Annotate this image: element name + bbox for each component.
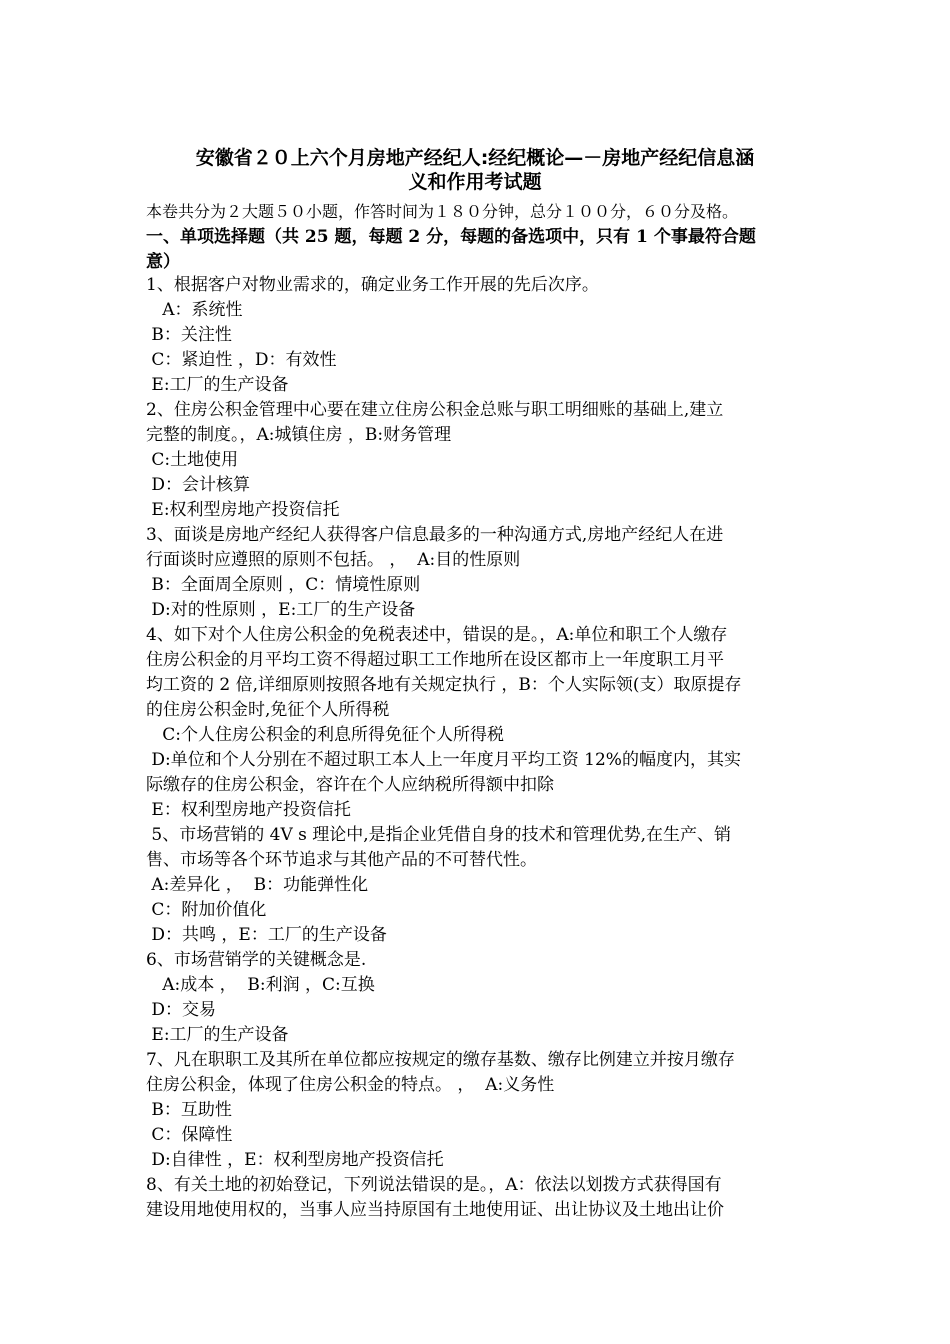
question-5-cont: 售、市场等各个环节追求与其他产品的不可替代性。 xyxy=(146,850,537,870)
question-1-option-a: A：系统性 xyxy=(146,300,243,320)
question-2-option-d: D：会计核算 xyxy=(146,475,251,495)
question-5: 5、市场营销的 4V s 理论中,是指企业凭借自身的技术和管理优势,在生产、销 xyxy=(146,825,732,845)
question-3-option-bc: B：全面周全原则 ，C：情境性原则 xyxy=(146,575,421,595)
question-4-cont-1: 住房公积金的月平均工资不得超过职工工作地所在设区都市上一年度职工月平 xyxy=(146,650,724,670)
question-5-option-de: D：共鸣 ，E：工厂的生产设备 xyxy=(146,925,387,945)
question-4-cont-2: 均工资的 2 倍,详细原则按照各地有关规定执行 ，B：个人实际领(支）取原提存 xyxy=(146,675,742,695)
question-1-option-cd: C：紧迫性 ，D：有效性 xyxy=(146,350,337,370)
question-7: 7、凡在职职工及其所在单位都应按规定的缴存基数、缴存比例建立并按月缴存 xyxy=(146,1050,735,1070)
question-5-option-c: C：附加价值化 xyxy=(146,900,267,920)
question-6-option-abc: A:成本 ， B:利润 ，C:互换 xyxy=(146,975,375,995)
question-2-option-c: C:土地使用 xyxy=(146,450,239,470)
question-2-option-e: E:权利型房地产投资信托 xyxy=(146,500,340,520)
question-7-option-b: B：互助性 xyxy=(146,1100,232,1120)
question-3-option-de: D:对的性原则 ，E:工厂的生产设备 xyxy=(146,600,416,620)
question-4-cont-3: 的住房公积金时,免征个人所得税 xyxy=(146,700,390,720)
question-6-option-e: E:工厂的生产设备 xyxy=(146,1025,289,1045)
question-3-cont: 行面谈时应遵照的原则不包括。 ， A:目的性原则 xyxy=(146,550,521,570)
question-4-option-e: E：权利型房地产投资信托 xyxy=(146,800,351,820)
question-1-option-e: E:工厂的生产设备 xyxy=(146,375,289,395)
section-heading-line-2: 意） xyxy=(146,252,180,272)
question-5-option-ab: A:差异化 ， B：功能弹性化 xyxy=(146,875,369,895)
question-2-cont: 完整的制度。，A:城镇住房 ，B:财务管理 xyxy=(146,425,452,445)
question-6: 6、市场营销学的关键概念是. xyxy=(146,950,367,970)
question-4-option-d-cont: 际缴存的住房公积金，容许在个人应纳税所得额中扣除 xyxy=(146,775,554,795)
question-8-cont: 建设用地使用权的，当事人应当持原国有土地使用证、出让协议及土地出让价 xyxy=(146,1200,724,1220)
section-heading-line-1: 一、单项选择题（共 25 题，每题 2 分，每题的备选项中，只有 1 个事最符合题 xyxy=(146,227,756,247)
question-6-option-d: D：交易 xyxy=(146,1000,217,1020)
question-4-option-d: D:单位和个人分别在不超过职工本人上一年度月平均工资 12%的幅度内，其实 xyxy=(146,750,741,770)
question-8: 8、有关土地的初始登记，下列说法错误的是。，A：依法以划拨方式获得国有 xyxy=(146,1175,722,1195)
document-title xyxy=(140,146,810,194)
question-7-cont: 住房公积金，体现了住房公积金的特点。 ， A:义务性 xyxy=(146,1075,555,1095)
question-4: 4、如下对个人住房公积金的免税表述中，错误的是。，A:单位和职工个人缴存 xyxy=(146,625,728,645)
question-1-option-b: B：关注性 xyxy=(146,325,232,345)
question-2: 2、住房公积金管理中心要在建立住房公积金总账与职工明细账的基础上,建立 xyxy=(146,400,724,420)
question-7-option-de: D:自律性 ，E：权利型房地产投资信托 xyxy=(146,1150,444,1170)
exam-info: 本卷共分为２大题５０小题，作答时间为１８０分钟，总分１００分，６０分及格。 xyxy=(146,202,739,221)
question-4-option-c: C:个人住房公积金的利息所得免征个人所得税 xyxy=(146,725,504,745)
title-line-2: 义和作用考试题 xyxy=(408,171,542,193)
title-line-1: 安徽省２０上六个月房地产经纪人:经纪概论—－房地产经纪信息涵 xyxy=(195,147,755,169)
question-3: 3、面谈是房地产经纪人获得客户信息最多的一种沟通方式,房地产经纪人在进 xyxy=(146,525,724,545)
question-1: 1、根据客户对物业需求的，确定业务工作开展的先后次序。 xyxy=(146,275,599,295)
question-7-option-c: C：保障性 xyxy=(146,1125,233,1145)
